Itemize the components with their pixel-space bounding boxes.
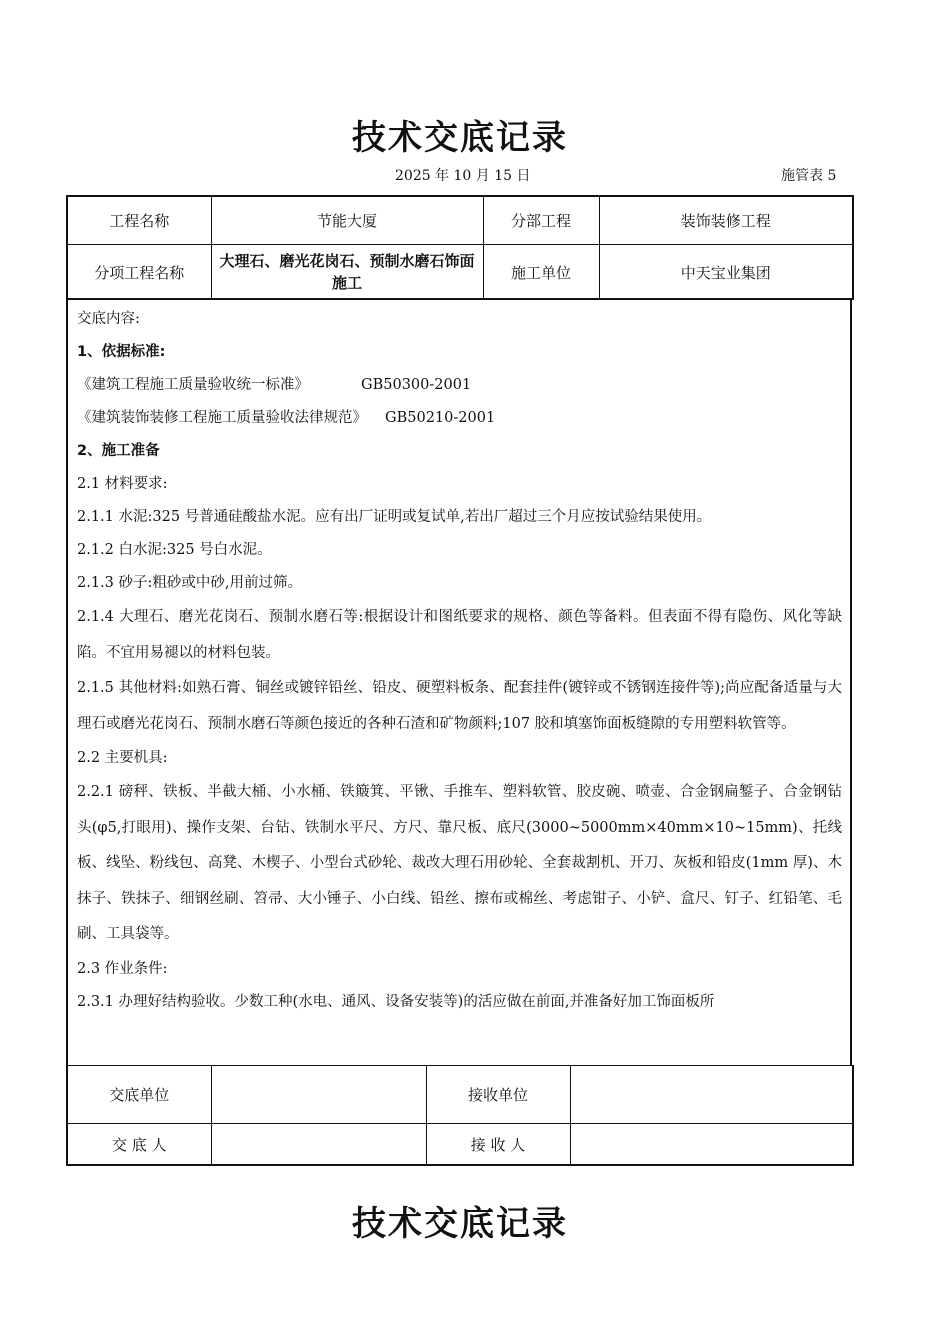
standard-1 (77, 369, 842, 402)
receiver-field[interactable] (570, 1124, 853, 1166)
project-name-label: 工程名称 (67, 196, 211, 245)
section-2-1-5: 2.1.5 其他材料:如熟石膏、铜丝或镀锌铅丝、铅皮、硬塑料板条、配套挂件(镀锌或不锈钢连接件等);尚应配备适量与大理石或磨光花岗石、预制水磨石等颜色接近的各种石渣和矿物颜料;107 胶和填塞饰面板缝隙的专用塑料软管等。 (77, 680, 842, 732)
receiver-unit-field[interactable] (570, 1066, 853, 1124)
standard-2 (77, 402, 842, 435)
section-2-3-1: 2.3.1 办理好结构验收。少数工种(水电、通风、设备安装等)的活应做在前面,并准备好加工饰面板所 (77, 993, 715, 1010)
subitem-label: 分项工程名称 (67, 245, 211, 300)
section-2-3: 2.3 作业条件: (77, 960, 168, 977)
date-label: 2025 年 10 月 15 日 (395, 168, 531, 184)
issuer-unit-label: 交底单位 (67, 1066, 211, 1124)
standard-1-code: GB50300-2001 (361, 377, 472, 393)
contractor-label: 施工单位 (483, 245, 599, 300)
form-number: 施管表 5 (781, 168, 837, 184)
next-page-title: 技术交底记录 (352, 1204, 568, 1244)
header-table (66, 195, 854, 300)
standard-1-name: 《建筑工程施工质量验收统一标准》 (77, 377, 309, 393)
signature-row-units (67, 1066, 853, 1124)
receiver-unit-label: 接收单位 (426, 1066, 570, 1124)
section-2-1-4: 2.1.4 大理石、磨光花岗石、预制水磨石等:根据设计和图纸要求的规格、颜色等备料。但表面不得有隐伤、风化等缺陷。不宜用易褪以的材料包装。 (77, 609, 842, 661)
header-row-subitem (67, 245, 853, 300)
standard-2-name: 《建筑装饰装修工程施工质量验收法律规范》 (77, 410, 367, 426)
section-2-1-2: 2.1.2 白水泥:325 号白水泥。 (77, 542, 272, 558)
division-value: 装饰装修工程 (599, 196, 853, 245)
section-2-heading: 2、施工准备 (77, 443, 160, 459)
signature-row-persons (67, 1124, 853, 1166)
section-2-1-3: 2.1.3 砂子:粗砂或中砂,用前过筛。 (77, 575, 302, 591)
section-2-1: 2.1 材料要求: (77, 476, 168, 492)
receiver-label: 接 收 人 (426, 1124, 570, 1166)
content-intro: 交底内容: (77, 311, 140, 327)
disclosure-content (66, 298, 852, 1065)
issuer-field[interactable] (211, 1124, 426, 1166)
subitem-value: 大理石、磨光花岗石、预制水磨石饰面施工 (211, 245, 483, 300)
issuer-label: 交 底 人 (67, 1124, 211, 1166)
contractor-value: 中天宝业集团 (599, 245, 853, 300)
issuer-unit-field[interactable] (211, 1066, 426, 1124)
section-1-heading: 1、依据标准: (77, 344, 166, 360)
section-2-1-1: 2.1.1 水泥:325 号普通硅酸盐水泥。应有出厂证明或复试单,若出厂超过三个月应按试验结果使用。 (77, 509, 712, 525)
section-2-2-1: 2.2.1 磅秤、铁板、半截大桶、小水桶、铁簸箕、平锹、手推车、塑料软管、胶皮碗、喷壶、合金钢扁錾子、合金钢钻头(φ5,打眼用)、操作支架、台钻、铁制水平尺、方尺、靠尺板、底尺(3000~5000mm×40mm×10~15mm)、托线板、线坠、粉线包、高凳、木楔子、小型台式砂轮、裁改大理石用砂轮、全套裁割机、开刀、灰板和铅皮(1mm 厚)、木抹子、铁抹子、细钢丝刷、笤帚、大小锤子、小白线、铅丝、擦布或棉丝、考虑钳子、小铲、盒尺、钉子、红铅笔、毛刷、工具袋等。 (77, 784, 842, 942)
signature-table (66, 1065, 854, 1166)
division-label: 分部工程 (483, 196, 599, 245)
standard-2-code: GB50210-2001 (385, 410, 496, 426)
section-2-2: 2.2 主要机具: (77, 750, 168, 766)
header-row-project (67, 196, 853, 245)
document-title: 技术交底记录 (352, 118, 568, 158)
project-name-value: 节能大厦 (211, 196, 483, 245)
